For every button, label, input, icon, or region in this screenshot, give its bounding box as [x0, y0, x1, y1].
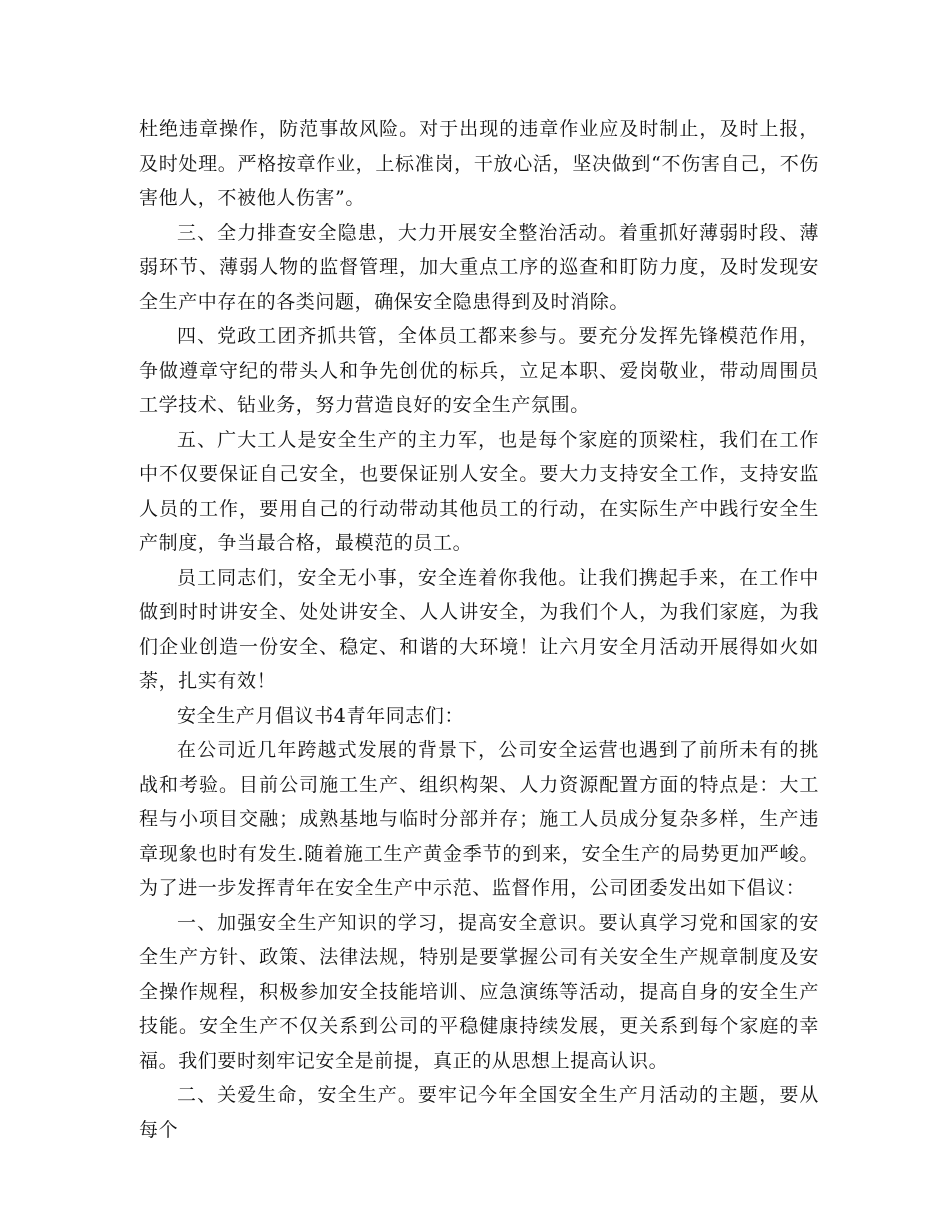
document-body: [139, 112, 819, 1147]
paragraph: 四、党政工团齐抓共管，全体员工都来参与。要充分发挥先锋模范作用，争做遵章守纪的带头人和争先创优的标兵，立足本职、爱岗敬业，带动周围员工学技术、钻业务，努力营造良好的安全生产氛围。: [139, 325, 819, 416]
paragraph: 五、广大工人是安全生产的主力军，也是每个家庭的顶梁柱，我们在工作中不仅要保证自己安全，也要保证别人安全。要大力支持安全工作，支持安监人员的工作，要用自己的行动带动其他员工的行动，在实际生产中践行安全生产制度，争当最合格，最模范的员工。: [139, 428, 819, 554]
paragraph: 员工同志们，安全无小事，安全连着你我他。让我们携起手来，在工作中做到时时讲安全、处处讲安全、人人讲安全，为我们个人，为我们家庭，为我们企业创造一份安全、稳定、和谐的大环境！让六月安全月活动开展得如火如荼，扎实有效！: [139, 566, 819, 692]
paragraph: 在公司近几年跨越式发展的背景下，公司安全运营也遇到了前所未有的挑战和考验。目前公司施工生产、组织构架、人力资源配置方面的特点是：大工程与小项目交融；成熟基地与临时分部并存；施工人员成分复杂多样，生产违章现象也时有发生.随着施工生产黄金季节的到来，安全生产的局势更加严峻。为了进一步发挥青年在安全生产中示范、监督作用，公司团委发出如下倡议：: [139, 739, 819, 899]
paragraph: 安全生产月倡议书4青年同志们：: [177, 704, 465, 727]
paragraph: 三、全力排查安全隐患，大力开展安全整治活动。着重抓好薄弱时段、薄弱环节、薄弱人物的监督管理，加大重点工序的巡查和盯防力度，及时发现安全生产中存在的各类问题，确保安全隐患得到及时消除。: [139, 221, 819, 313]
paragraph: 杜绝违章操作，防范事故风险。对于出现的违章作业应及时制止，及时上报，及时处理。严格按章作业，上标准岗，干放心活，坚决做到“不伤害自己，不伤害他人，不被他人伤害”。: [139, 118, 819, 209]
paragraph: 一、加强安全生产知识的学习，提高安全意识。要认真学习党和国家的安全生产方针、政策、法律法规，特别是要掌握公司有关安全生产规章制度及安全操作规程，积极参加安全技能培训、应急演练等活动，提高自身的安全生产技能。安全生产不仅关系到公司的平稳健康持续发展，更关系到每个家庭的幸福。我们要时刻牢记安全是前提，真正的从思想上提高认识。: [139, 911, 819, 1072]
paragraph: 二、关爱生命，安全生产。要牢记今年全国安全生产月活动的主题，要从每个: [139, 1084, 819, 1141]
